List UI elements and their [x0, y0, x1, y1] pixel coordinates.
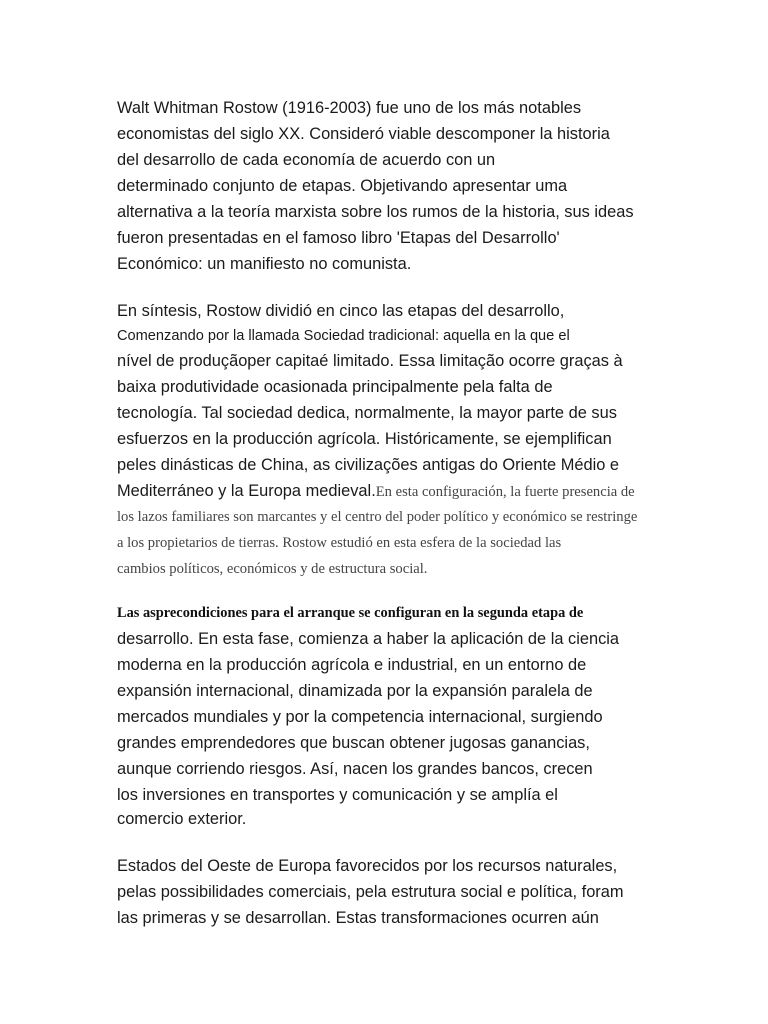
- paragraph-3-line-5: grandes emprendedores que buscan obtener jugosas ganancias,: [117, 734, 590, 752]
- paragraph-2-line-5: tecnología. Tal sociedad dedica, normalmente, la mayor parte de sus: [117, 404, 617, 422]
- paragraph-2-line-4: baixa produtividade ocasionada principalmente pela falta de: [117, 378, 553, 396]
- paragraph-3-line-1: desarrollo. En esta fase, comienza a haber la aplicación de la ciencia: [117, 630, 620, 648]
- paragraph-1-line-1: Walt Whitman Rostow (1916-2003) fue uno de los más notables: [117, 99, 582, 117]
- paragraph-1-line-5: alternativa a la teoría marxista sobre los rumos de la historia, sus ideas: [117, 203, 634, 221]
- paragraph-1-line-7: Económico: un manifiesto no comunista.: [117, 255, 412, 273]
- paragraph-4-line-1: Estados del Oeste de Europa favorecidos por los recursos naturales,: [117, 857, 618, 875]
- paragraph-3-line-4: mercados mundiales y por la competencia internacional, surgiendo: [117, 708, 603, 726]
- paragraph-3-line-7: los inversiones en transportes y comunicación y se amplía el: [117, 786, 558, 804]
- paragraph-2-mixed-serif-text: En esta configuración, la fuerte presencia de: [375, 484, 635, 500]
- paragraph-2-serif-line-2: a los propietarios de tierras. Rostow estudió en esta esfera de la sociedad las: [117, 535, 562, 551]
- paragraph-1-line-6: fueron presentadas en el famoso libro 'Etapas del Desarrollo': [117, 229, 560, 247]
- paragraph-2-line-2: Comenzando por la llamada Sociedad tradicional: aquella en la que el: [117, 328, 570, 344]
- paragraph-2-line-7: peles dinásticas de China, as civilizações antigas do Oriente Médio e: [117, 456, 620, 474]
- paragraph-1-line-2: economistas del siglo XX. Consideró viable descomponer la historia: [117, 125, 610, 143]
- paragraph-2-line-3: nível de produçãoper capitaé limitado. Essa limitação ocorre graças à: [117, 352, 623, 370]
- paragraph-3-line-2: moderna en la producción agrícola e industrial, en un entorno de: [117, 656, 587, 674]
- paragraph-1-line-3: del desarrollo de cada economía de acuerdo con un: [117, 151, 496, 169]
- paragraph-2-mixed-line: [117, 481, 635, 502]
- paragraph-2-line-1: En síntesis, Rostow dividió en cinco las etapas del desarrollo,: [117, 302, 565, 320]
- paragraph-3-bold-line: Las asprecondiciones para el arranque se configuran en la segunda etapa de: [117, 605, 584, 621]
- paragraph-4-line-3: las primeras y se desarrollan. Estas transformaciones ocurren aún: [117, 909, 599, 927]
- paragraph-3-line-3: expansión internacional, dinamizada por la expansión paralela de: [117, 682, 593, 700]
- paragraph-3-line-8: comercio exterior.: [117, 810, 247, 828]
- paragraph-2-serif-line-3: cambios políticos, económicos y de estructura social.: [117, 561, 428, 577]
- paragraph-3-line-6: aunque corriendo riesgos. Así, nacen los grandes bancos, crecen: [117, 760, 593, 778]
- paragraph-2-line-6: esfuerzos en la producción agrícola. Históricamente, se ejemplifican: [117, 430, 612, 448]
- paragraph-4-line-2: pelas possibilidades comerciais, pela estrutura social e política, foram: [117, 883, 624, 901]
- paragraph-2-mixed-sans-text: Mediterráneo y la Europa medieval.: [117, 482, 376, 500]
- paragraph-2-serif-line-1: los lazos familiares son marcantes y el centro del poder político y económico se restringe: [117, 509, 638, 525]
- paragraph-1-line-4: determinado conjunto de etapas. Objetivando apresentar uma: [117, 177, 568, 195]
